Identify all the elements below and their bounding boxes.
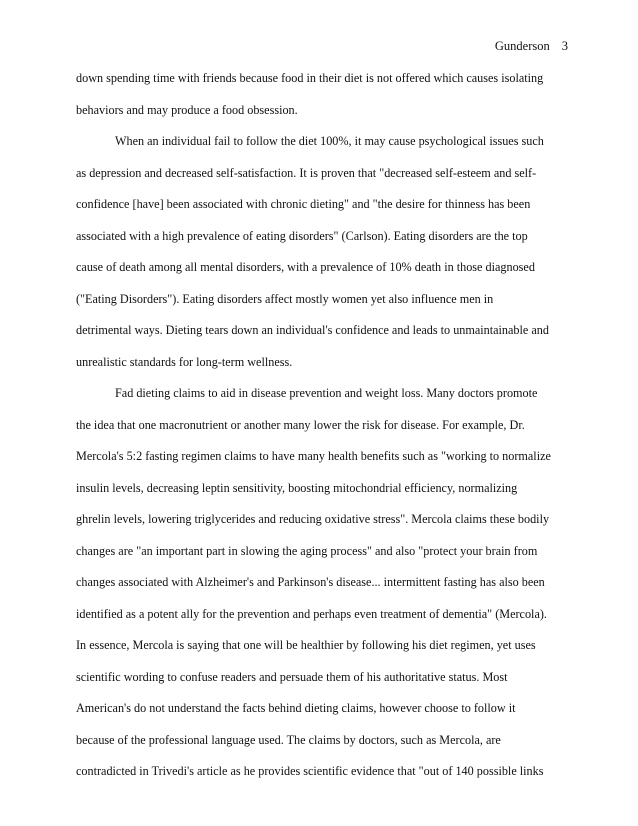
body-line: identified as a potent ally for the prevention and perhaps even treatment of dementia" (Mercola). — [76, 606, 547, 621]
body-line: ("Eating Disorders"). Eating disorders affect mostly women yet also influence men in — [76, 291, 494, 306]
body-line: insulin levels, decreasing leptin sensitivity, boosting mitochondrial efficiency, normalizing — [76, 480, 518, 495]
body-line: behaviors and may produce a food obsession. — [76, 102, 298, 117]
body-line: When an individual fail to follow the diet 100%, it may cause psychological issues such — [115, 134, 544, 148]
body-line: changes are "an important part in slowing the aging process" and also "protect your brain from — [76, 543, 538, 558]
body-line: In essence, Mercola is saying that one will be healthier by following his diet regimen, yet uses — [76, 638, 536, 652]
body-line: Fad dieting claims to aid in disease prevention and weight loss. Many doctors promote — [115, 386, 538, 400]
body-line: cause of death among all mental disorders, with a prevalence of 10% death in those diagnosed — [76, 260, 535, 274]
body-line: contradicted in Trivedi's article as he provides scientific evidence that "out of 140 possible links — [76, 764, 544, 778]
body-line: confidence [have] been associated with chronic dieting" and "the desire for thinness has been — [76, 197, 531, 211]
body-line: because of the professional language used. The claims by doctors, such as Mercola, are — [76, 732, 501, 747]
body-line: scientific wording to confuse readers and persuade them of his authoritative status. Most — [76, 669, 508, 684]
body-line: associated with a high prevalence of eating disorders" (Carlson). Eating disorders are the top — [76, 228, 528, 243]
body-line: Mercola's 5:2 fasting regimen claims to have many health benefits such as "working to normalize — [76, 449, 551, 463]
body-line: ghrelin levels, lowering triglycerides and reducing oxidative stress". Mercola claims these bodily — [76, 512, 550, 526]
running-head — [495, 38, 568, 54]
body-line: American's do not understand the facts behind dieting claims, however choose to follow it — [76, 701, 516, 715]
body-line: the idea that one macronutrient or another many lower the risk for disease. For example, Dr. — [76, 417, 525, 432]
body-line: as depression and decreased self-satisfaction. It is proven that "decreased self-esteem and self- — [76, 165, 537, 180]
body-line: detrimental ways. Dieting tears down an individual's confidence and leads to unmaintainable and — [76, 323, 549, 337]
body-line: unrealistic standards for long-term wellness. — [76, 354, 293, 369]
body-line: down spending time with friends because food in their diet is not offered which causes isolating — [76, 71, 544, 85]
author-surname: Gunderson — [494, 39, 550, 53]
body-line: changes associated with Alzheimer's and Parkinson's disease... intermittent fasting has also been — [76, 575, 545, 589]
page-number: 3 — [561, 39, 568, 53]
